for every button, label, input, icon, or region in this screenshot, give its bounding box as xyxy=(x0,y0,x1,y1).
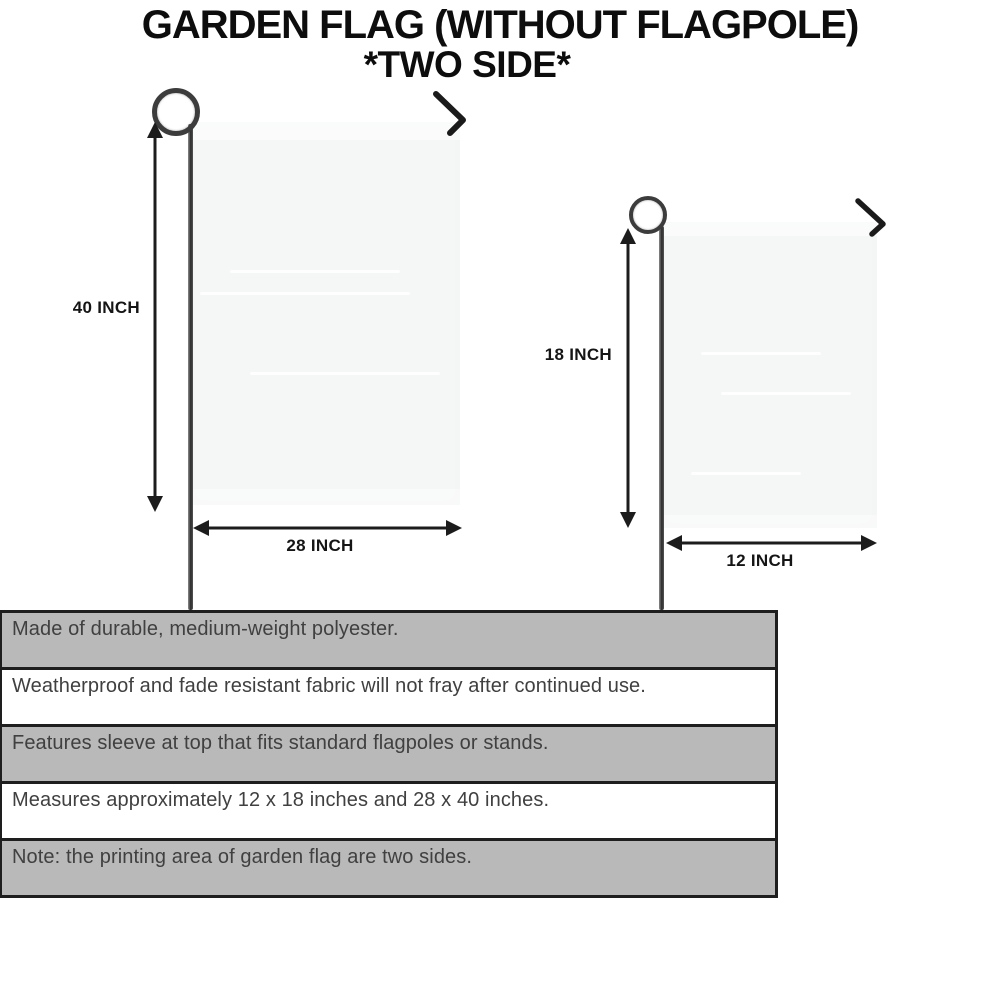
arrow-shaft xyxy=(679,542,864,545)
title-line-2: *TWO SIDE* xyxy=(363,44,571,85)
small-flag-width-arrow xyxy=(666,535,877,551)
fabric-wrinkle xyxy=(200,292,410,295)
page-title xyxy=(0,4,1000,85)
feature-table xyxy=(0,610,778,898)
fabric-wrinkle xyxy=(721,392,851,395)
feature-row: Note: the printing area of garden flag are two sides. xyxy=(2,841,775,895)
small-flag-hem xyxy=(661,515,877,528)
large-flag-width-label: 28 INCH xyxy=(286,536,354,555)
title-line-1: GARDEN FLAG (WITHOUT FLAGPOLE) xyxy=(141,3,859,47)
large-flag-height-label: 40 INCH xyxy=(72,298,140,317)
fabric-wrinkle xyxy=(230,270,400,273)
fabric-wrinkle xyxy=(701,352,821,355)
arrow-shaft xyxy=(206,527,449,530)
feature-row: Made of durable, medium-weight polyester. xyxy=(2,613,775,670)
large-flag-height-arrow xyxy=(147,122,163,512)
small-flag-sleeve xyxy=(661,222,877,236)
small-flag-graphic xyxy=(661,222,877,528)
large-flag-width-arrow xyxy=(193,520,462,536)
feature-row: Measures approximately 12 x 18 inches and 28 x 40 inches. xyxy=(2,784,775,841)
large-flag-hem xyxy=(190,489,460,505)
small-flag-width-label: 12 INCH xyxy=(726,551,794,570)
small-flag-hook-icon xyxy=(853,195,891,243)
fabric-wrinkle xyxy=(250,372,440,375)
arrow-shaft xyxy=(627,241,630,515)
large-flag-hook-icon xyxy=(430,88,472,140)
small-flag-height-label: 18 INCH xyxy=(544,345,612,364)
large-flagpole xyxy=(188,124,193,610)
small-flag-height-arrow xyxy=(620,228,636,528)
feature-row: Features sleeve at top that fits standard flagpoles or stands. xyxy=(2,727,775,784)
fabric-wrinkle xyxy=(691,472,801,475)
large-flag-graphic xyxy=(190,122,460,505)
arrow-shaft xyxy=(154,135,157,499)
large-flag-sleeve xyxy=(190,122,460,140)
feature-row: Weatherproof and fade resistant fabric will not fray after continued use. xyxy=(2,670,775,727)
